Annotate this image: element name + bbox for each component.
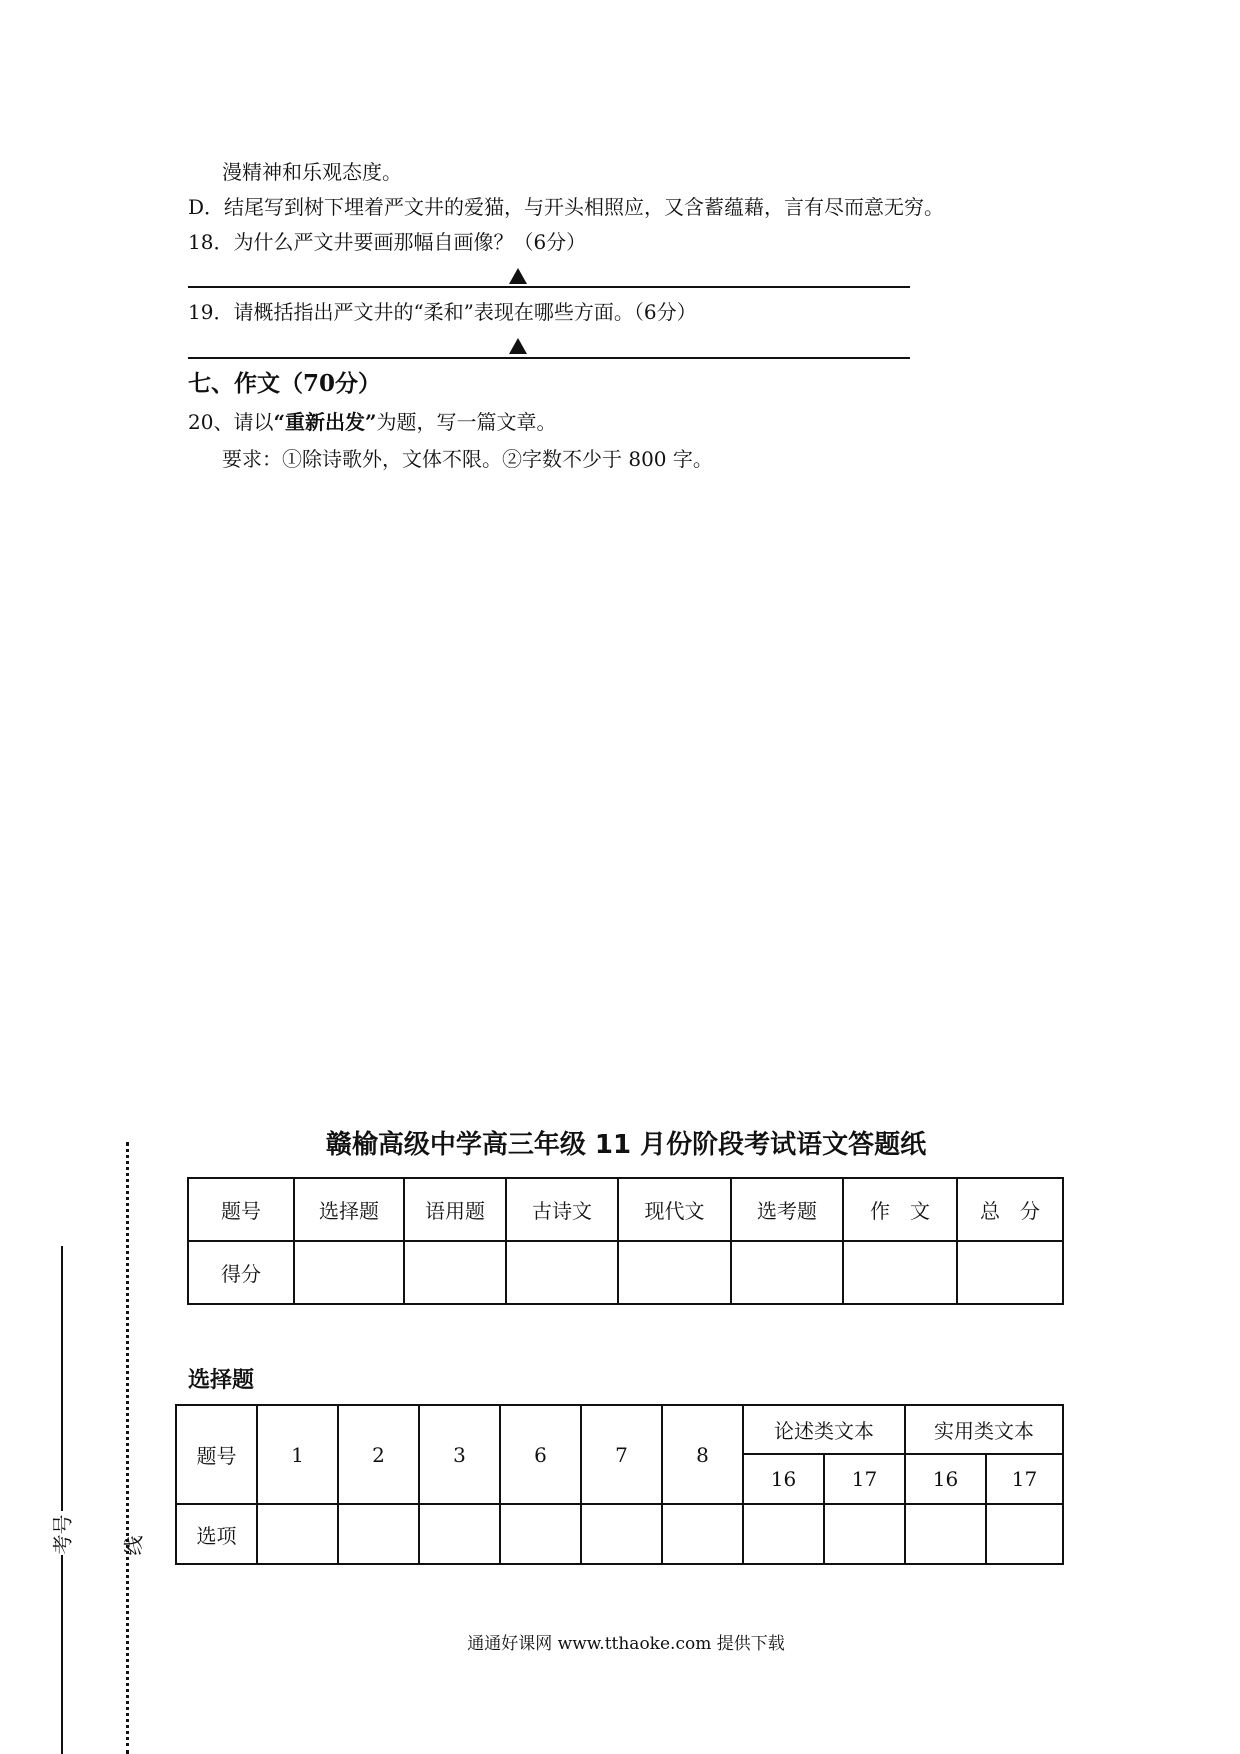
score-cell[interactable] xyxy=(957,1241,1063,1304)
choice-number: 2 xyxy=(338,1405,419,1504)
choice-sub-number: 17 xyxy=(986,1454,1063,1504)
answer-mark-19 xyxy=(509,338,527,354)
choice-answer-cell[interactable] xyxy=(986,1504,1063,1564)
score-header-cell: 作 文 xyxy=(843,1178,957,1241)
choice-answer-cell[interactable] xyxy=(500,1504,581,1564)
binding-dotted-line xyxy=(126,1142,129,1754)
score-cell[interactable] xyxy=(506,1241,618,1304)
score-cell[interactable] xyxy=(404,1241,506,1304)
choice-option-label: 选项 xyxy=(176,1504,257,1564)
option-c-continuation: 漫精神和乐观态度。 xyxy=(222,160,402,184)
essay-heading: 七、作文（70分） xyxy=(188,370,382,397)
option-d: D．结尾写到树下埋着严文井的爱猫，与开头相照应，又含蓄蕴藉，言有尽而意无穷。 xyxy=(188,195,945,219)
choice-answer-cell[interactable] xyxy=(581,1504,662,1564)
score-cell[interactable] xyxy=(618,1241,731,1304)
score-header-cell: 总 分 xyxy=(957,1178,1063,1241)
answer-sheet-title: 赣榆高级中学高三年级 11 月份阶段考试语文答题纸 xyxy=(325,1130,927,1160)
question-18: 18．为什么严文井要画那幅自画像？（6分） xyxy=(188,230,587,254)
score-table-header-row xyxy=(188,1178,1063,1241)
choice-answer-cell[interactable] xyxy=(824,1504,905,1564)
score-row-label: 得分 xyxy=(188,1241,294,1304)
choice-table xyxy=(175,1404,1064,1565)
choice-number: 8 xyxy=(662,1405,743,1504)
choice-number: 3 xyxy=(419,1405,500,1504)
choice-number-label: 题号 xyxy=(176,1405,257,1504)
essay-prompt-title: “重新出发” xyxy=(273,410,377,434)
score-header-cell: 题号 xyxy=(188,1178,294,1241)
choice-answer-cell[interactable] xyxy=(743,1504,824,1564)
choice-sub-number: 16 xyxy=(905,1454,986,1504)
exam-number-underline-lower xyxy=(61,1555,63,1754)
score-header-cell: 选择题 xyxy=(294,1178,404,1241)
score-header-cell: 古诗文 xyxy=(506,1178,618,1241)
choice-table-answer-row xyxy=(176,1504,1063,1564)
choice-answer-cell[interactable] xyxy=(257,1504,338,1564)
score-table-value-row xyxy=(188,1241,1063,1304)
exam-number-underline-upper xyxy=(61,1246,63,1511)
score-header-cell: 语用题 xyxy=(404,1178,506,1241)
essay-prompt xyxy=(188,410,556,434)
choice-sub-number: 16 xyxy=(743,1454,824,1504)
footer-credit: 通通好课网 www.tthaoke.com 提供下载 xyxy=(467,1634,785,1654)
choice-answer-cell[interactable] xyxy=(338,1504,419,1564)
essay-prompt-prefix: 20、请以 xyxy=(188,410,274,434)
score-cell[interactable] xyxy=(843,1241,957,1304)
answer-mark-18 xyxy=(509,268,527,284)
score-cell[interactable] xyxy=(294,1241,404,1304)
choice-sub-number: 17 xyxy=(824,1454,905,1504)
choice-section-label: 选择题 xyxy=(188,1368,255,1393)
choice-answer-cell[interactable] xyxy=(662,1504,743,1564)
essay-requirements: 要求：①除诗歌外，文体不限。②字数不少于 800 字。 xyxy=(222,447,713,471)
exam-number-label: 考号 xyxy=(50,1514,75,1555)
answer-line-19 xyxy=(188,357,910,359)
choice-table-header-row-1 xyxy=(176,1405,1063,1454)
choice-group-argumentative: 论述类文本 xyxy=(743,1405,905,1454)
score-header-cell: 现代文 xyxy=(618,1178,731,1241)
choice-number: 7 xyxy=(581,1405,662,1504)
score-table xyxy=(187,1177,1064,1305)
essay-prompt-suffix: 为题，写一篇文章。 xyxy=(376,410,557,434)
choice-number: 6 xyxy=(500,1405,581,1504)
question-19: 19．请概括指出严文井的“柔和”表现在哪些方面。（6分） xyxy=(188,300,697,324)
score-cell[interactable] xyxy=(731,1241,843,1304)
choice-number: 1 xyxy=(257,1405,338,1504)
answer-line-18 xyxy=(188,286,910,288)
score-header-cell: 选考题 xyxy=(731,1178,843,1241)
binding-line-label: 线 xyxy=(121,1535,146,1556)
choice-group-practical: 实用类文本 xyxy=(905,1405,1063,1454)
choice-answer-cell[interactable] xyxy=(419,1504,500,1564)
choice-answer-cell[interactable] xyxy=(905,1504,986,1564)
